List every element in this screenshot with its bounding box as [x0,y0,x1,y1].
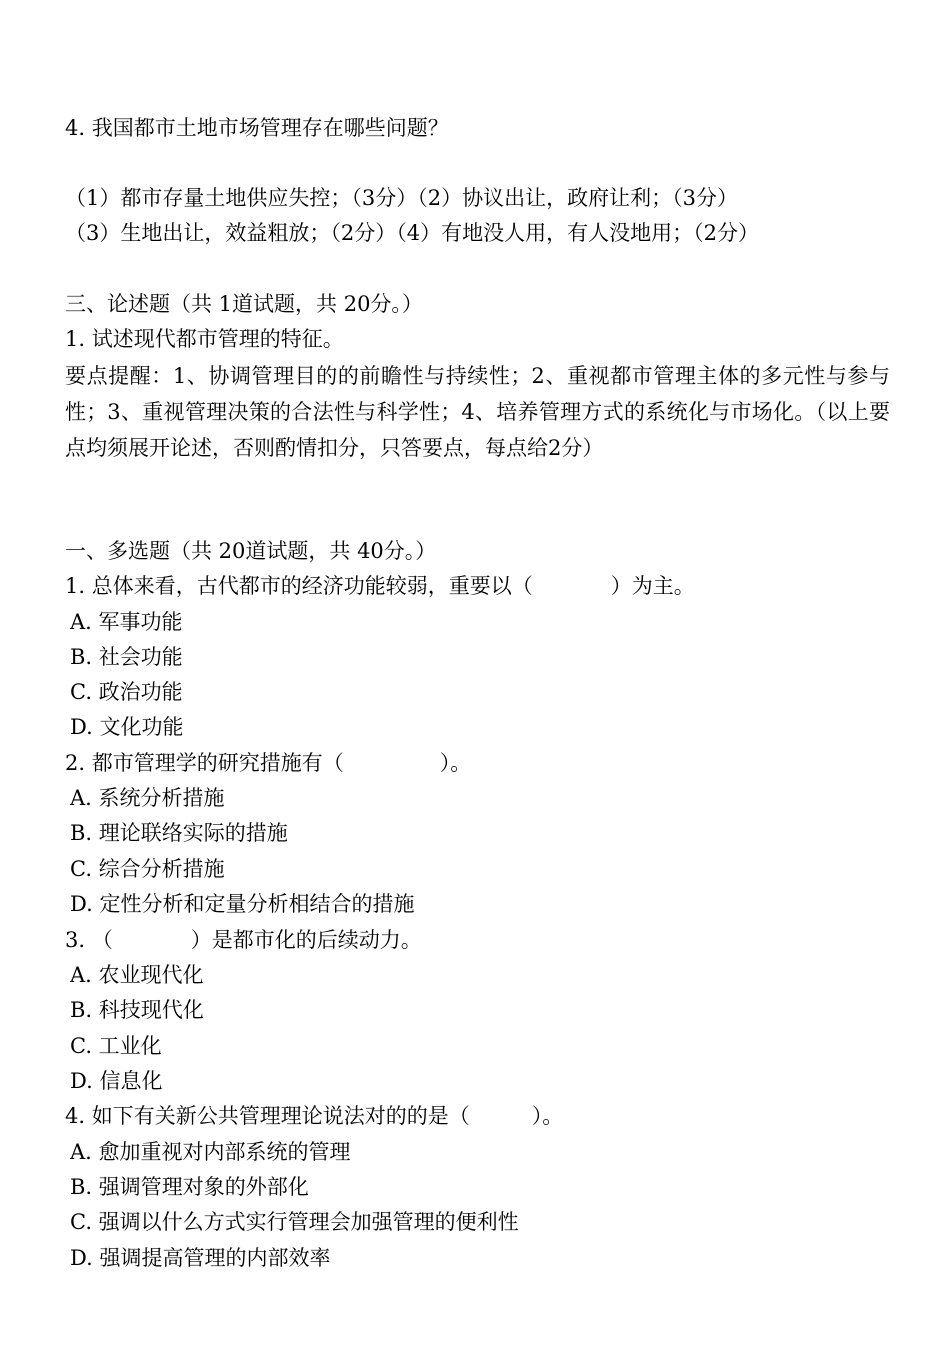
multi-question-2-stem: 2. 都市管理学的研究措施有（ ）。 [65,751,472,775]
question-4-answer-line-2: （3）生地出让，效益粗放；（2分）（4）有地没人用，有人没地用；（2分） [65,221,759,245]
multi-question-1-stem: 1. 总体来看，古代都市的经济功能较弱，重要以（ ）为主。 [65,574,695,598]
question-1-option-d: D. 文化功能 [70,715,184,739]
question-3-option-b: B. 科技现代化 [70,998,204,1022]
essay-question: 1. 试述现代都市管理的特征。 [65,327,344,351]
question-4-answer-line-1: （1）都市存量土地供应失控；（3分）（2）协议出让，政府让利；（3分） [65,186,738,210]
essay-section-heading: 三、论述题（共 1道试题，共 20分。） [65,292,423,316]
question-3-option-d: D. 信息化 [70,1069,163,1093]
question-2-option-c: C. 综合分析措施 [70,857,225,881]
question-1-option-c: C. 政治功能 [70,680,183,704]
question-2-option-a: A. 系统分析措施 [70,786,225,810]
question-3-option-a: A. 农业现代化 [70,963,204,987]
question-4-option-b: B. 强调管理对象的外部化 [70,1175,309,1199]
question-1-option-b: B. 社会功能 [70,645,183,669]
question-3-option-c: C. 工业化 [70,1034,162,1058]
question-1-option-a: A. 军事功能 [70,610,183,634]
question-2-option-d: D. 定性分析和定量分析相结合的措施 [70,892,415,916]
question-2-option-b: B. 理论联络实际的措施 [70,821,288,845]
multi-question-4-stem: 4. 如下有关新公共管理理论说法对的的是（ ）。 [65,1104,564,1128]
multi-choice-section-heading: 一、多选题（共 20道试题，共 40分。） [65,539,437,563]
essay-answer-hint: 要点提醒：1、协调管理目的的前瞻性与持续性；2、重视都市管理主体的多元性与参与性；3、重视管理决策的合法性与科学性；4、培养管理方式的系统化与市场化。（以上要点均须展开论述，否则酌情扣分，只答要点，每点给2分） [65,364,890,460]
question-4-option-d: D. 强调提高管理的内部效率 [70,1246,331,1270]
multi-question-3-stem: 3. （ ）是都市化的后续动力。 [65,928,422,952]
question-4-title: 4. 我国都市土地市场管理存在哪些问题？ [65,116,449,140]
question-4-option-c: C. 强调以什么方式实行管理会加强管理的便利性 [70,1210,519,1234]
question-4-option-a: A. 愈加重视对内部系统的管理 [70,1140,351,1164]
